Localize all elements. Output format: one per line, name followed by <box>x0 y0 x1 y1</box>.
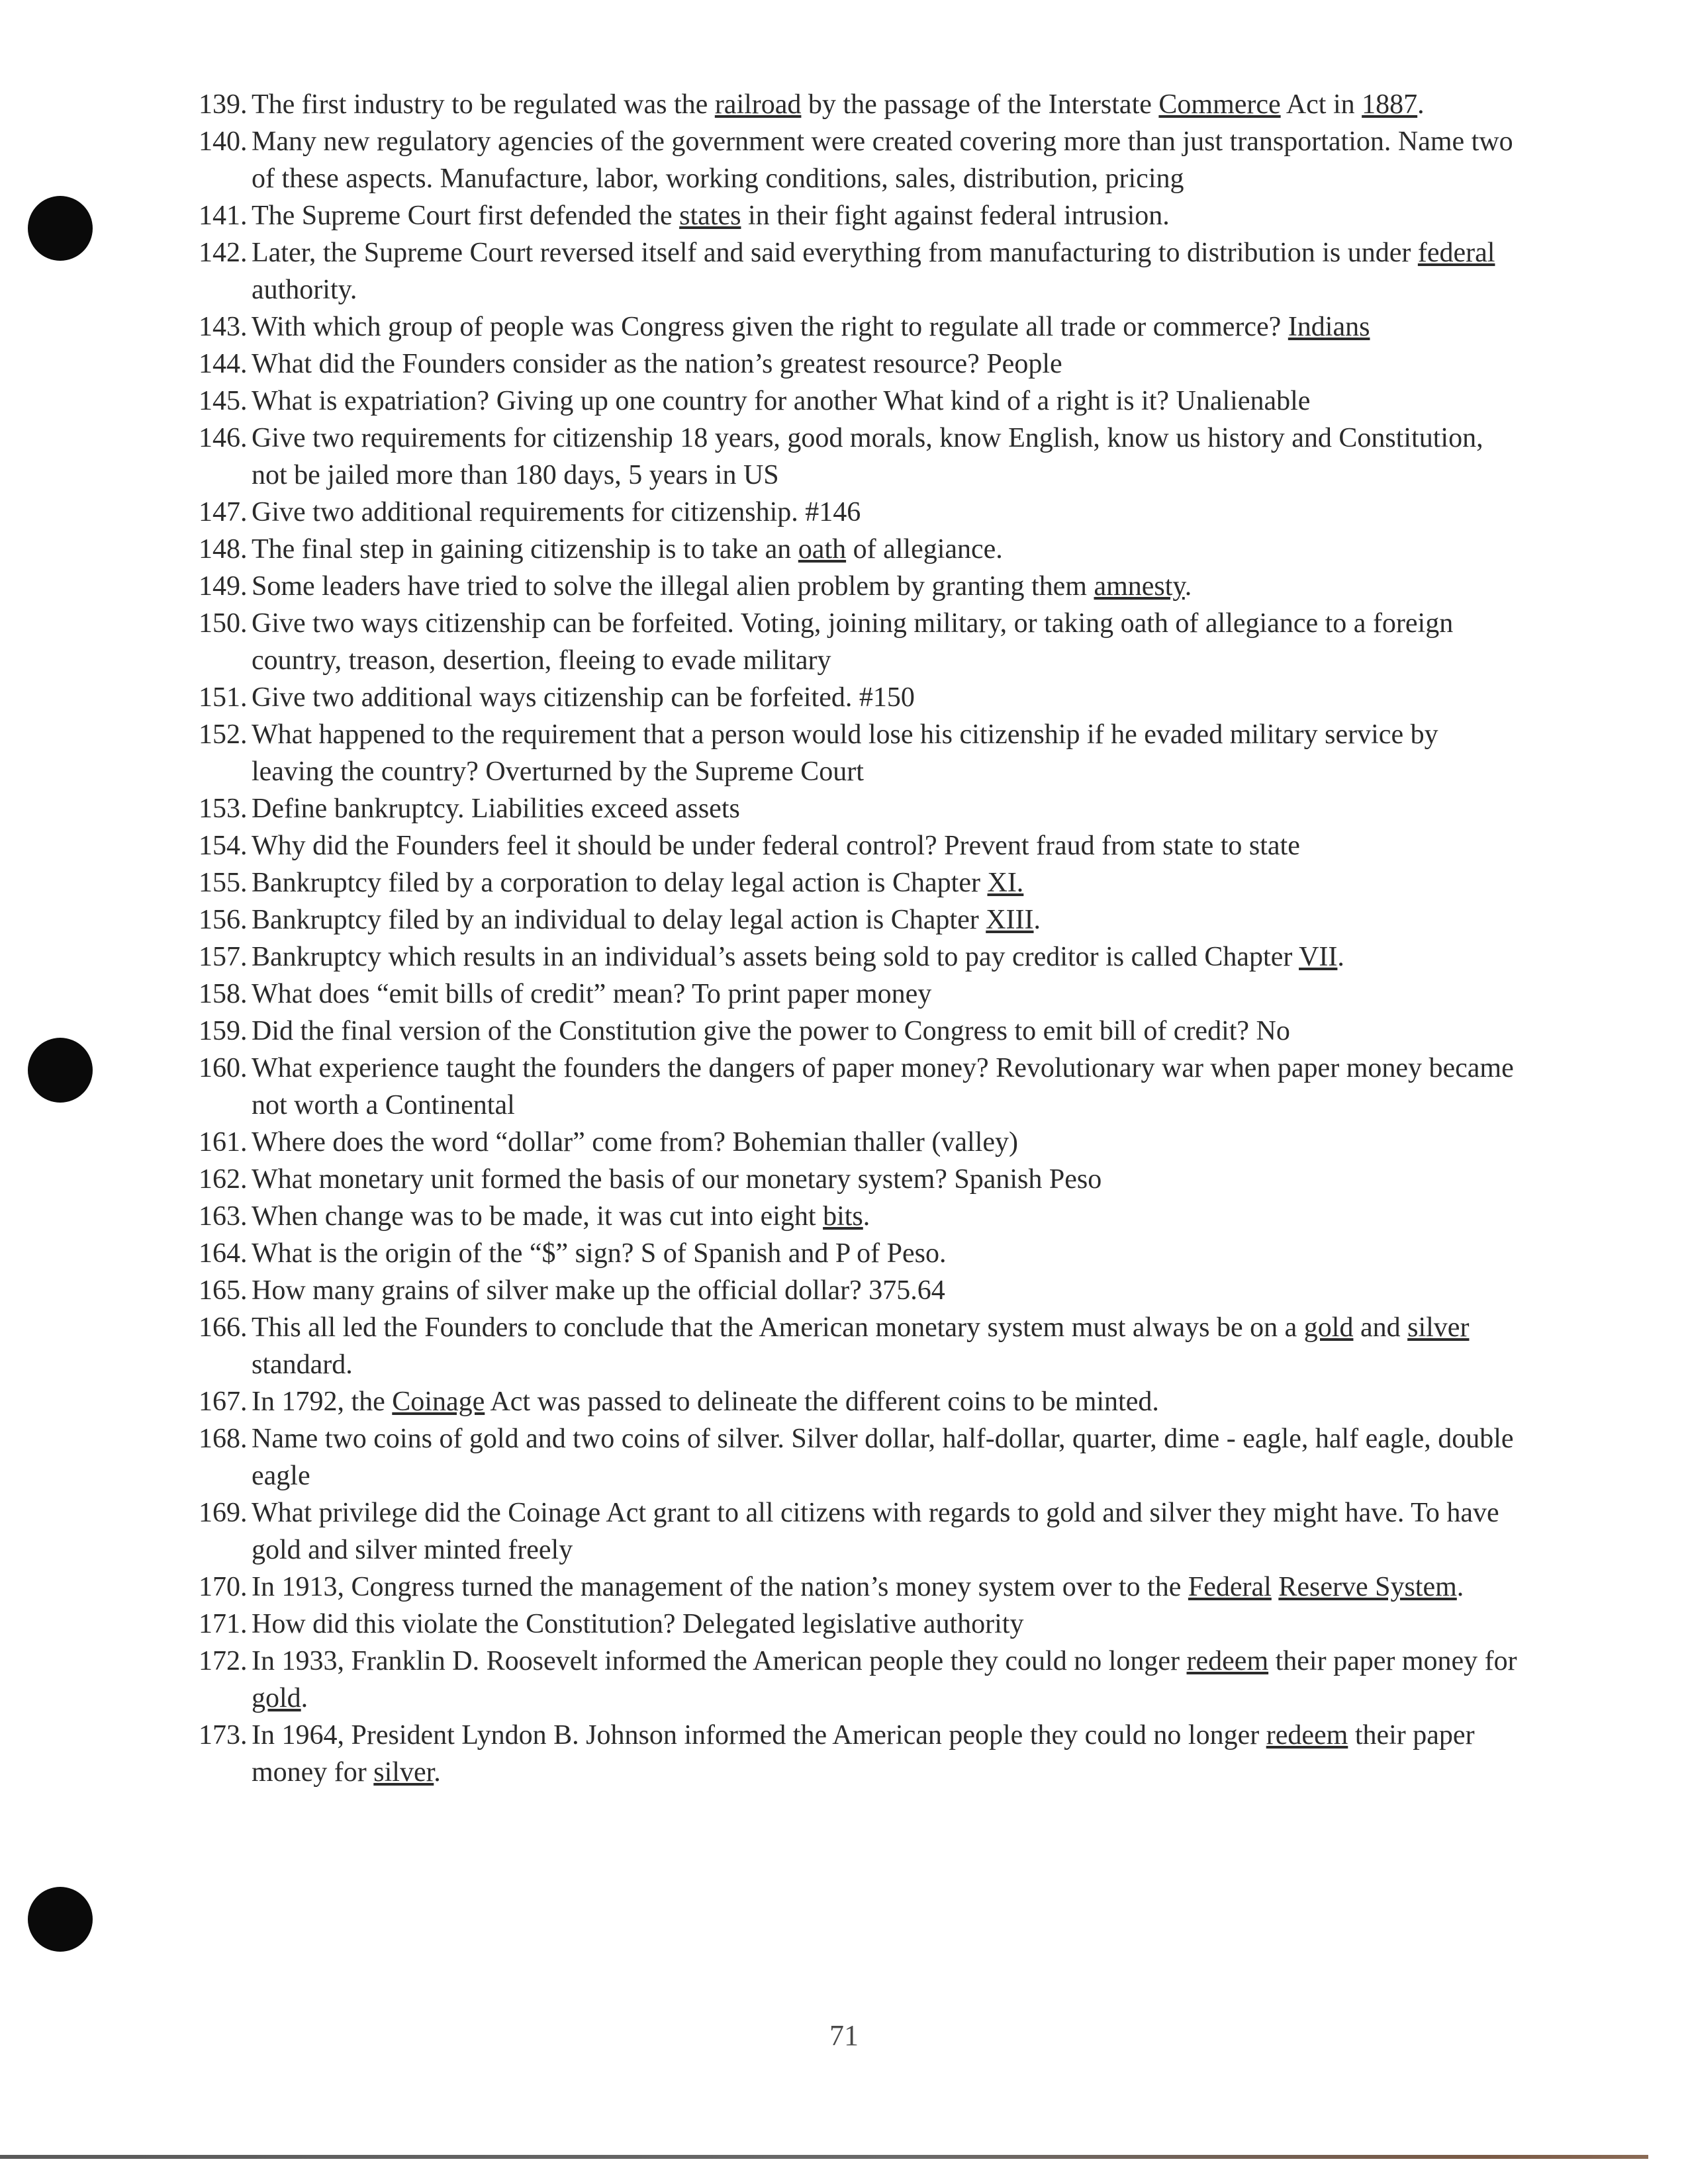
question-item <box>199 605 1523 679</box>
question-item <box>199 716 1523 790</box>
underlined-answer: federal <box>1417 238 1495 268</box>
text-run: With which group of people was Congress given the right to regulate all trade or commerce? <box>252 312 1288 342</box>
question-text <box>252 386 1310 416</box>
question-item <box>199 86 1523 123</box>
question-item <box>199 197 1523 234</box>
text-run: . <box>1456 1572 1464 1602</box>
question-number: 169. <box>199 1498 248 1528</box>
question-number: 165. <box>199 1275 248 1306</box>
text-run: What is expatriation? Giving up one country for another What kind of a right is it? Unalienable <box>252 386 1311 416</box>
text-run: Why did the Founders feel it should be under federal control? Prevent fraud from state to state <box>252 831 1300 861</box>
question-number: 150. <box>199 608 248 639</box>
text-run: their paper money for <box>252 1720 1475 1788</box>
underlined-answer: XIII <box>986 905 1034 935</box>
question-number: 145. <box>199 386 248 416</box>
question-number: 167. <box>199 1387 248 1417</box>
question-item <box>199 1643 1523 1717</box>
underlined-answer: silver <box>1407 1312 1470 1343</box>
question-text <box>252 719 1438 787</box>
underlined-answer: redeem <box>1266 1720 1348 1751</box>
text-run: Define bankruptcy. Liabilities exceed assets <box>252 794 740 824</box>
question-number: 147. <box>199 497 248 527</box>
question-text <box>252 1312 1469 1380</box>
question-item <box>199 901 1523 938</box>
text-run: standard. <box>252 1349 353 1380</box>
binder-hole <box>28 196 93 261</box>
underlined-answer: railroad <box>714 89 802 120</box>
binder-hole <box>28 1038 93 1103</box>
question-number: 158. <box>199 979 248 1009</box>
question-text <box>252 942 1344 972</box>
question-item <box>199 308 1523 345</box>
question-number: 168. <box>199 1424 248 1454</box>
text-run: What happened to the requirement that a person would lose his citizenship if he evaded military service by leaving the country? Overturned by the Supreme Court <box>252 719 1438 787</box>
question-item <box>199 679 1523 716</box>
question-item <box>199 1013 1523 1050</box>
question-item <box>199 1606 1523 1643</box>
question-text <box>252 89 1425 120</box>
question-text <box>252 1016 1290 1046</box>
question-item <box>199 420 1523 494</box>
text-run: What is the origin of the “$” sign? S of Spanish and P of Peso. <box>252 1238 947 1269</box>
underlined-answer: Reserve System <box>1278 1572 1457 1602</box>
underlined-answer: silver <box>373 1757 434 1788</box>
bottom-rule <box>0 2155 1648 2159</box>
text-run: . <box>863 1201 870 1232</box>
question-text <box>252 1127 1018 1158</box>
question-number: 144. <box>199 349 248 379</box>
question-text <box>252 201 1170 231</box>
text-run: . <box>301 1683 308 1713</box>
question-number: 157. <box>199 942 248 972</box>
text-run: Name two coins of gold and two coins of silver. Silver dollar, half-dollar, quarter, dime - eagle, half eagle, double eagle <box>252 1424 1514 1491</box>
question-text <box>252 1646 1517 1713</box>
text-run: by the passage of the Interstate <box>801 89 1159 120</box>
text-run: Act in <box>1280 89 1362 120</box>
text-run: Bankruptcy filed by an individual to delay legal action is Chapter <box>252 905 986 935</box>
question-text <box>252 1424 1514 1491</box>
question-text <box>252 497 861 527</box>
text-run: . <box>434 1757 441 1788</box>
question-text <box>252 126 1513 194</box>
question-item <box>199 1050 1523 1124</box>
question-text <box>252 1053 1514 1120</box>
text-run <box>1272 1572 1279 1602</box>
question-text <box>252 608 1453 676</box>
question-number: 162. <box>199 1164 248 1195</box>
text-run: Bankruptcy which results in an individual’s assets being sold to pay creditor is called Chapter <box>252 942 1299 972</box>
underlined-answer: Coinage <box>392 1387 485 1417</box>
question-text <box>252 1164 1102 1195</box>
question-text <box>252 534 1003 565</box>
underlined-answer: Commerce <box>1158 89 1281 120</box>
question-item <box>199 568 1523 605</box>
question-item <box>199 864 1523 901</box>
question-number: 160. <box>199 1053 248 1083</box>
question-text <box>252 905 1041 935</box>
text-run: . <box>1184 571 1192 602</box>
binder-hole <box>28 1887 93 1952</box>
question-text <box>252 1609 1023 1639</box>
underlined-answer: states <box>679 201 741 231</box>
text-run: and <box>1353 1312 1408 1343</box>
text-run: Later, the Supreme Court reversed itself and said everything from manufacturing to distribution is under <box>252 238 1418 268</box>
question-number: 161. <box>199 1127 248 1158</box>
text-run: their paper money for <box>1268 1646 1517 1676</box>
text-run: How many grains of silver make up the official dollar? 375.64 <box>252 1275 945 1306</box>
underlined-answer: oath <box>798 534 847 565</box>
text-run: of allegiance. <box>846 534 1003 565</box>
text-run: authority. <box>252 275 357 305</box>
question-item <box>199 1272 1523 1309</box>
underlined-answer: Indians <box>1288 312 1370 342</box>
question-item <box>199 938 1523 976</box>
question-text <box>252 868 1023 898</box>
question-number: 140. <box>199 126 248 157</box>
text-run: What does “emit bills of credit” mean? To print paper money <box>252 979 932 1009</box>
question-text <box>252 979 931 1009</box>
question-text <box>252 423 1483 490</box>
text-run: Bankruptcy filed by a corporation to delay legal action is Chapter <box>252 868 988 898</box>
question-item <box>199 1494 1523 1569</box>
question-item <box>199 383 1523 420</box>
question-item <box>199 234 1523 308</box>
text-run: . <box>1417 89 1425 120</box>
question-number: 149. <box>199 571 248 602</box>
text-run: Give two additional requirements for citizenship. #146 <box>252 497 861 527</box>
question-number: 163. <box>199 1201 248 1232</box>
question-number: 164. <box>199 1238 248 1269</box>
underlined-answer: amnesty <box>1094 571 1185 602</box>
question-number: 152. <box>199 719 248 750</box>
question-number: 155. <box>199 868 248 898</box>
text-run: This all led the Founders to conclude that the American monetary system must always be on a <box>252 1312 1304 1343</box>
question-number: 151. <box>199 682 248 713</box>
question-list <box>199 86 1523 1791</box>
question-item <box>199 123 1523 197</box>
text-run: What privilege did the Coinage Act grant to all citizens with regards to gold and silver they might have. To have gold and silver minted freely <box>252 1498 1499 1565</box>
text-run: What monetary unit formed the basis of our monetary system? Spanish Peso <box>252 1164 1102 1195</box>
question-number: 146. <box>199 423 248 453</box>
text-run: The Supreme Court first defended the <box>252 201 680 231</box>
text-run: Give two additional ways citizenship can be forfeited. #150 <box>252 682 915 713</box>
text-run: What experience taught the founders the dangers of paper money? Revolutionary war when paper money became not worth a Continental <box>252 1053 1514 1120</box>
question-item <box>199 1198 1523 1235</box>
question-item <box>199 1420 1523 1494</box>
question-item <box>199 790 1523 827</box>
underlined-answer: VII <box>1299 942 1338 972</box>
question-number: 159. <box>199 1016 248 1046</box>
question-item <box>199 1309 1523 1383</box>
underlined-answer: Federal <box>1188 1572 1272 1602</box>
question-text <box>252 238 1495 305</box>
question-number: 156. <box>199 905 248 935</box>
question-text <box>252 682 915 713</box>
question-text <box>252 312 1370 342</box>
text-run: Give two requirements for citizenship 18 years, good morals, know English, know us history and Constitution, not be jailed more than 180 days, 5 years in US <box>252 423 1483 490</box>
question-item <box>199 1569 1523 1606</box>
text-run: in their fight against federal intrusion. <box>741 201 1170 231</box>
text-run: The final step in gaining citizenship is to take an <box>252 534 798 565</box>
question-text <box>252 794 740 824</box>
question-text <box>252 349 1062 379</box>
question-number: 148. <box>199 534 248 565</box>
page-number: 71 <box>829 2019 859 2052</box>
question-item <box>199 1161 1523 1198</box>
question-item <box>199 345 1523 383</box>
question-item <box>199 1124 1523 1161</box>
question-item <box>199 976 1523 1013</box>
text-run: Did the final version of the Constitution give the power to Congress to emit bill of credit? No <box>252 1016 1290 1046</box>
underlined-answer: 1887 <box>1362 89 1418 120</box>
underlined-answer: XI. <box>987 868 1024 898</box>
question-number: 139. <box>199 89 248 120</box>
question-number: 141. <box>199 201 248 231</box>
text-run: Where does the word “dollar” come from? Bohemian thaller (valley) <box>252 1127 1019 1158</box>
text-run: . <box>1033 905 1041 935</box>
text-run: Act was passed to delineate the different coins to be minted. <box>485 1387 1159 1417</box>
text-run: Some leaders have tried to solve the illegal alien problem by granting them <box>252 571 1094 602</box>
question-number: 142. <box>199 238 248 268</box>
question-text <box>252 1498 1499 1565</box>
underlined-answer: redeem <box>1186 1646 1269 1676</box>
question-text <box>252 1201 870 1232</box>
question-number: 166. <box>199 1312 248 1343</box>
question-text <box>252 1572 1464 1602</box>
text-run: Give two ways citizenship can be forfeited. Voting, joining military, or taking oath of allegiance to a foreign country, treason, desertion, fleeing to evade military <box>252 608 1454 676</box>
underlined-answer: bits <box>823 1201 863 1232</box>
question-item <box>199 1717 1523 1791</box>
underlined-answer: gold <box>1303 1312 1354 1343</box>
question-item <box>199 827 1523 864</box>
question-number: 170. <box>199 1572 248 1602</box>
question-number: 153. <box>199 794 248 824</box>
underlined-answer: gold <box>252 1683 301 1713</box>
text-run: Many new regulatory agencies of the government were created covering more than just transportation. Name two of these aspects. Manufacture, labor, working conditions, sales, distribution, pricing <box>252 126 1513 194</box>
text-run: What did the Founders consider as the nation’s greatest resource? People <box>252 349 1062 379</box>
text-run: In 1913, Congress turned the management of the nation’s money system over to the <box>252 1572 1188 1602</box>
question-number: 172. <box>199 1646 248 1676</box>
question-number: 154. <box>199 831 248 861</box>
question-item <box>199 494 1523 531</box>
question-text <box>252 1720 1475 1788</box>
question-text <box>252 1275 945 1306</box>
question-text <box>252 831 1300 861</box>
question-number: 173. <box>199 1720 248 1751</box>
text-run: In 1964, President Lyndon B. Johnson informed the American people they could no longer <box>252 1720 1266 1751</box>
question-item <box>199 1383 1523 1420</box>
text-run: How did this violate the Constitution? Delegated legislative authority <box>252 1609 1024 1639</box>
text-run: When change was to be made, it was cut into eight <box>252 1201 823 1232</box>
text-run: . <box>1337 942 1344 972</box>
text-run: In 1792, the <box>252 1387 393 1417</box>
question-text <box>252 1238 946 1269</box>
question-text <box>252 571 1192 602</box>
question-text <box>252 1387 1159 1417</box>
question-number: 171. <box>199 1609 248 1639</box>
question-item <box>199 531 1523 568</box>
question-number: 143. <box>199 312 248 342</box>
text-run: In 1933, Franklin D. Roosevelt informed the American people they could no longer <box>252 1646 1187 1676</box>
question-item <box>199 1235 1523 1272</box>
text-run: The first industry to be regulated was the <box>252 89 715 120</box>
